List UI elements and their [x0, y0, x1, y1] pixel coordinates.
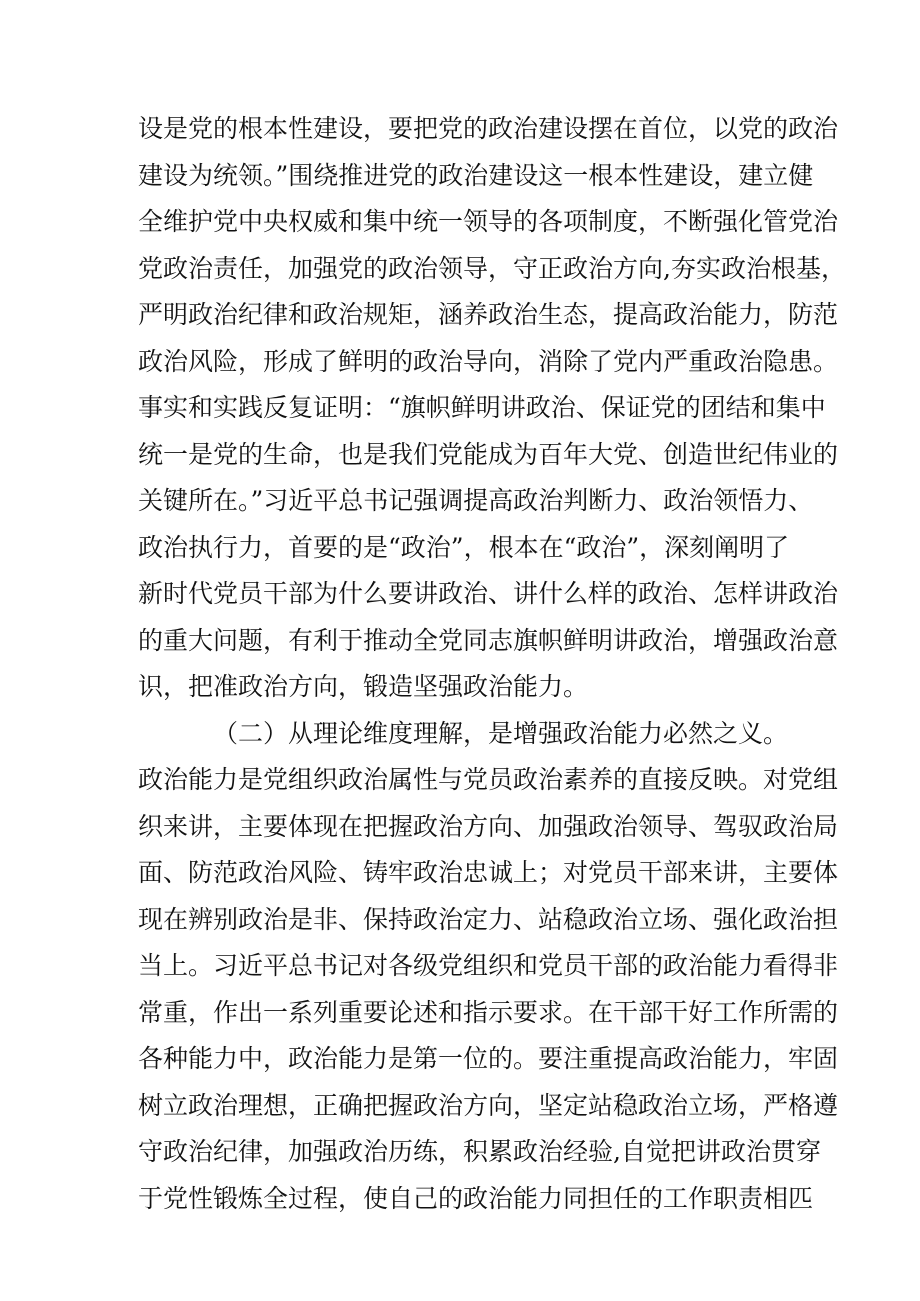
- section-heading: （二）从理论维度理解，是增强政治能力必然之义。: [213, 718, 789, 748]
- text-line: 全维护党中央权威和集中统一领导的各项制度，不断强化管党治: [138, 207, 839, 236]
- text-line: 面、防范政治风险、铸牢政治忠诚上；对党员干部来讲，主要体: [138, 858, 839, 887]
- text-line: 新时代党员干部为什么要讲政治、讲什么样的政治、怎样讲政治: [138, 579, 839, 608]
- document-body: [138, 106, 846, 1222]
- text-line: 现在辨别政治是非、保持政治定力、站稳政治立场、强化政治担: [138, 904, 839, 934]
- text-line: 党政治责任，加强党的政治领导，守正政治方向,夯实政治根基，: [138, 253, 846, 283]
- text-line: 统一是党的生命，也是我们党能成为百年大党、创造世纪伟业的: [138, 439, 839, 469]
- text-line: 建设为统领。”围绕推进党的政治建设这一根本性建设，建立健: [138, 160, 814, 190]
- text-line: 政治风险，形成了鲜明的政治导向，消除了党内严重政治隐患。: [138, 346, 839, 376]
- text-line: 于党性锻炼全过程，使自己的政治能力同担任的工作职责相匹: [138, 1183, 814, 1213]
- text-line: 严明政治纪律和政治规矩，涵养政治生态，提高政治能力，防范: [138, 300, 839, 329]
- text-line: 当上。习近平总书记对各级党组织和党员干部的政治能力看得非: [138, 951, 839, 980]
- text-line: 常重，作出一系列重要论述和指示要求。在干部干好工作所需的: [138, 997, 839, 1027]
- text-line: 的重大问题，有利于推动全党同志旗帜鲜明讲政治，增强政治意: [138, 625, 839, 655]
- text-line: 织来讲，主要体现在把握政治方向、加强政治领导、驾驭政治局: [138, 811, 839, 841]
- text-line: 政治能力是党组织政治属性与党员政治素养的直接反映。对党组: [138, 765, 839, 794]
- text-line: 树立政治理想，正确把握政治方向，坚定站稳政治立场，严格遵: [138, 1090, 839, 1120]
- text-line: 各种能力中，政治能力是第一位的。要注重提高政治能力，牢固: [138, 1044, 839, 1073]
- text-line: 设是党的根本性建设，要把党的政治建设摆在首位，以党的政治: [138, 114, 839, 143]
- text-line: 守政治纪律，加强政治历练，积累政治经验,自觉把讲政治贯穿: [138, 1137, 821, 1166]
- text-line: 政治执行力，首要的是“政治”，根本在“政治”，深刻阐明了: [138, 532, 790, 562]
- text-line: 关键所在。”习近平总书记强调提高政治判断力、政治领悟力、: [138, 486, 814, 515]
- paragraph-end-line: 识，把准政治方向，锻造坚强政治能力。: [138, 672, 589, 701]
- text-line: 事实和实践反复证明：“旗帜鲜明讲政治、保证党的团结和集中: [138, 393, 826, 422]
